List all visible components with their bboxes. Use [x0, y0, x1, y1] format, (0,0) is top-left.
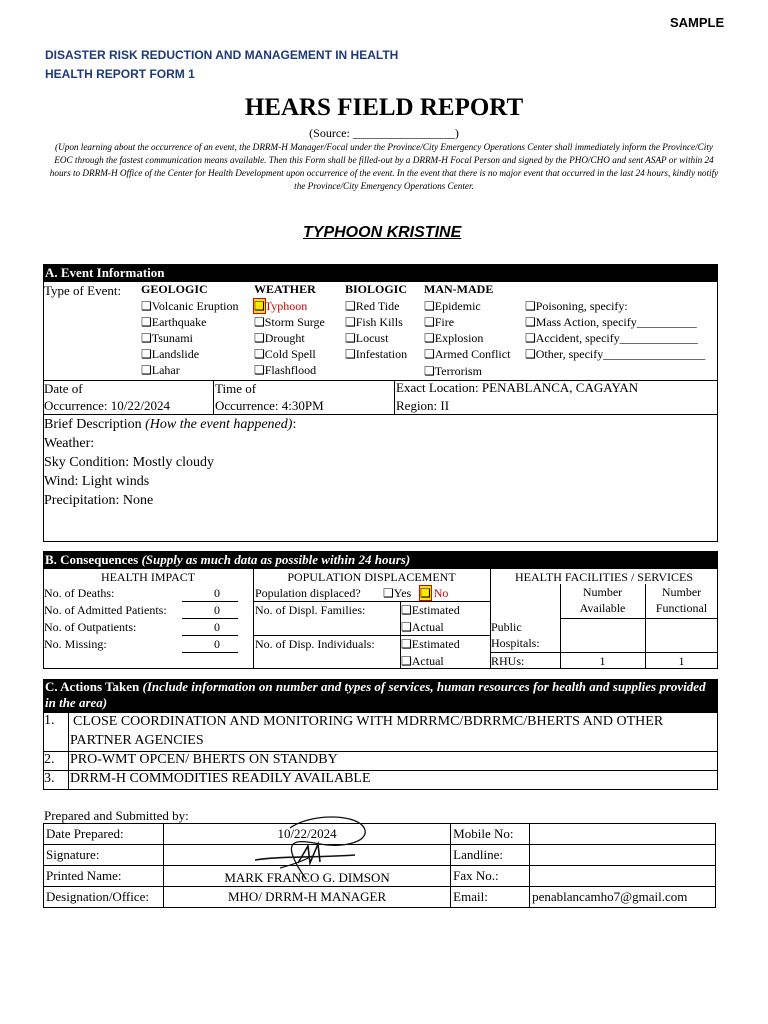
- printed-name-label: Printed Name:: [44, 866, 164, 887]
- designation-value[interactable]: MHO/ DRRM-H MANAGER: [163, 887, 450, 908]
- date-prepared-label: Date Prepared:: [44, 824, 164, 845]
- date-of-occurrence[interactable]: Occurrence: 10/22/2024: [44, 398, 170, 413]
- no-checked-box: ❑: [420, 586, 431, 600]
- sky-condition[interactable]: Sky Condition: Mostly cloudy: [44, 455, 214, 470]
- section-c-header: [43, 679, 718, 712]
- rhus-available[interactable]: 1: [599, 654, 606, 668]
- checkbox-displaced-no[interactable]: [420, 586, 448, 601]
- mobile-label: Mobile No:: [451, 824, 530, 845]
- email-label: Email:: [451, 887, 530, 908]
- displaced-individuals-label: No. of Disp. Individuals:: [255, 637, 375, 651]
- checkbox-earthquake[interactable]: ❑Earthquake: [141, 315, 207, 329]
- checkbox-infestation[interactable]: ❑Infestation: [345, 347, 408, 361]
- event-name: TYPHOON KRISTINE: [303, 224, 462, 241]
- checkbox-other[interactable]: ❑Other, specify_________________: [525, 347, 706, 361]
- fax-label: Fax No.:: [451, 866, 530, 887]
- checkbox-red-tide[interactable]: ❑Red Tide: [345, 299, 400, 313]
- exact-location[interactable]: Exact Location: PENABLANCA, CAGAYAN: [396, 380, 639, 395]
- checkbox-epidemic[interactable]: ❑Epidemic: [424, 299, 481, 313]
- biologic-heading: BIOLOGIC: [345, 282, 408, 296]
- weather-line: Weather:: [44, 436, 95, 451]
- section-a-header: A. Event Information: [43, 264, 718, 281]
- handwritten-signature: [250, 808, 380, 888]
- precipitation[interactable]: Precipitation: None: [44, 493, 154, 508]
- geologic-heading: GEOLOGIC: [141, 282, 208, 296]
- checkbox-displaced-yes[interactable]: ❑Yes: [383, 586, 412, 600]
- action-2-text[interactable]: PRO-WMT OPCEN/ BHERTS ON STANDBY: [70, 752, 338, 767]
- fax-value[interactable]: [530, 866, 716, 887]
- displacement-heading: POPULATION DISPLACEMENT: [287, 570, 456, 584]
- facilities-heading: HEALTH FACILITIES / SERVICES: [514, 570, 694, 584]
- section-b-title: B. Consequences: [45, 552, 139, 567]
- action-3-number: 3.: [44, 771, 55, 786]
- number-functional-b: Functional: [655, 601, 708, 615]
- brief-colon: :: [292, 417, 297, 432]
- source-line: (Source: _________________): [309, 126, 459, 140]
- checkbox-fire[interactable]: ❑Fire: [424, 315, 455, 329]
- action-1-text[interactable]: CLOSE COORDINATION AND MONITORING WITH MDRRMC/BDRRMC/BHERTS AND OTHER: [73, 714, 664, 729]
- checkbox-individuals-actual[interactable]: ❑Actual: [401, 654, 444, 668]
- type-of-event-label: Type of Event:: [44, 283, 122, 298]
- designation-label: Designation/Office:: [44, 887, 164, 908]
- checkbox-locust[interactable]: ❑Locust: [345, 331, 389, 345]
- prepared-heading: Prepared and Submitted by:: [44, 808, 189, 823]
- missing-label: No. Missing:: [44, 637, 107, 651]
- checkbox-typhoon[interactable]: [254, 299, 307, 314]
- section-c-title: C. Actions Taken: [45, 679, 140, 694]
- printed-name-value[interactable]: MARK FRANCO G. DIMSON: [163, 866, 450, 887]
- typhoon-checked-box: ❑: [254, 299, 265, 313]
- instructions: (Upon learning about the occurrence of an event, the DRRM-H Manager/Focal under the Province/City Emergency Operations Center shall immediately inform the Province/City EOC through the fastest communication means available. Then this Form shall be filled-out by a DRRM-H Focal Person and signed by the PHO/CHO and sent ASAP or within 24 hours to DRRM-H Office of the Center for Health Development upon occurrence of the event. In the event that there is no major event that occurred in the last 24 hours, kindly notify the Province/City Emergency Operations Center.: [49, 142, 719, 191]
- landline-value[interactable]: [530, 845, 716, 866]
- sample-label: SAMPLE: [670, 15, 725, 30]
- deaths-value[interactable]: 0: [182, 586, 238, 602]
- number-available-b: Available: [579, 601, 626, 615]
- rhus-functional[interactable]: 1: [678, 654, 685, 668]
- checkbox-families-estimated[interactable]: ❑Estimated: [401, 603, 460, 617]
- number-available-a: Number: [582, 585, 623, 599]
- manmade-heading: MAN-MADE: [424, 282, 494, 296]
- section-b-header: [43, 551, 718, 568]
- number-functional-a: Number: [661, 585, 702, 599]
- checkbox-armed-conflict[interactable]: ❑Armed Conflict: [424, 347, 511, 361]
- page-title: HEARS FIELD REPORT: [244, 94, 524, 121]
- date-of-label: Date of: [44, 381, 83, 396]
- public-hospitals-label-a: Public: [491, 620, 522, 634]
- health-impact-heading: HEALTH IMPACT: [100, 570, 196, 584]
- section-c-hint: (Include information on number and types of services, human resources for health and supplies provided in the area): [45, 679, 706, 710]
- checkbox-lahar[interactable]: ❑Lahar: [141, 363, 180, 377]
- checkbox-landslide[interactable]: ❑Landslide: [141, 347, 200, 361]
- checkbox-families-actual[interactable]: ❑Actual: [401, 620, 444, 634]
- admitted-label: No. of Admitted Patients:: [44, 603, 167, 617]
- time-of-occurrence[interactable]: Occurrence: 4:30PM: [215, 398, 324, 413]
- no-label: No: [433, 586, 449, 600]
- missing-value[interactable]: 0: [182, 637, 238, 653]
- time-of-label: Time of: [215, 381, 257, 396]
- action-1-text-cont[interactable]: PARTNER AGENCIES: [70, 733, 204, 748]
- brief-label: Brief Description: [44, 417, 142, 432]
- checkbox-storm-surge[interactable]: ❑Storm Surge: [254, 315, 325, 329]
- checkbox-accident[interactable]: ❑Accident, specify_____________: [525, 331, 698, 345]
- typhoon-label: Typhoon: [264, 299, 308, 313]
- mobile-value[interactable]: [530, 824, 716, 845]
- checkbox-individuals-estimated[interactable]: ❑Estimated: [401, 637, 460, 651]
- brief-description-label: [44, 417, 296, 433]
- checkbox-fish-kills[interactable]: ❑Fish Kills: [345, 315, 403, 329]
- header-line-2: HEALTH REPORT FORM 1: [45, 67, 195, 81]
- checkbox-tsunami[interactable]: ❑Tsunami: [141, 331, 193, 345]
- outpatients-value[interactable]: 0: [182, 620, 238, 636]
- action-3-text[interactable]: DRRM-H COMMODITIES READILY AVAILABLE: [70, 771, 371, 786]
- wind[interactable]: Wind: Light winds: [44, 474, 150, 489]
- population-displaced-question: Population displaced?: [255, 586, 361, 600]
- section-b-hint: (Supply as much data as possible within 24 hours): [141, 552, 411, 567]
- rhus-label: RHUs:: [491, 654, 525, 668]
- landline-label: Landline:: [451, 845, 530, 866]
- brief-hint: (How the event happened): [145, 417, 293, 432]
- checkbox-drought[interactable]: ❑Drought: [254, 331, 305, 345]
- email-value[interactable]: penablancamho7@gmail.com: [530, 887, 716, 908]
- checkbox-mass-action[interactable]: ❑Mass Action, specify__________: [525, 315, 697, 329]
- admitted-value[interactable]: 0: [182, 603, 238, 619]
- checkbox-terrorism[interactable]: ❑Terrorism: [424, 364, 482, 378]
- checkbox-cold-spell[interactable]: ❑Cold Spell: [254, 347, 316, 361]
- outpatients-label: No. of Outpatients:: [44, 620, 137, 634]
- checkbox-explosion[interactable]: ❑Explosion: [424, 331, 484, 345]
- action-1-number: 1.: [44, 713, 55, 728]
- signature-label: Signature:: [44, 845, 164, 866]
- displaced-families-label: No. of Displ. Families:: [255, 603, 366, 617]
- weather-heading: WEATHER: [254, 282, 316, 296]
- header-line-1: DISASTER RISK REDUCTION AND MANAGEMENT IN HEALTH: [45, 48, 399, 62]
- checkbox-poisoning[interactable]: ❑Poisoning, specify:: [525, 299, 628, 313]
- public-hospitals-label-b: Hospitals:: [491, 636, 540, 650]
- checkbox-volcanic-eruption[interactable]: ❑Volcanic Eruption: [141, 299, 239, 313]
- checkbox-flashflood[interactable]: ❑Flashflood: [254, 363, 317, 377]
- region[interactable]: Region: II: [396, 398, 450, 413]
- deaths-label: No. of Deaths:: [44, 586, 115, 600]
- date-prepared-value[interactable]: 10/22/2024: [163, 824, 450, 845]
- action-2-number: 2.: [44, 752, 55, 767]
